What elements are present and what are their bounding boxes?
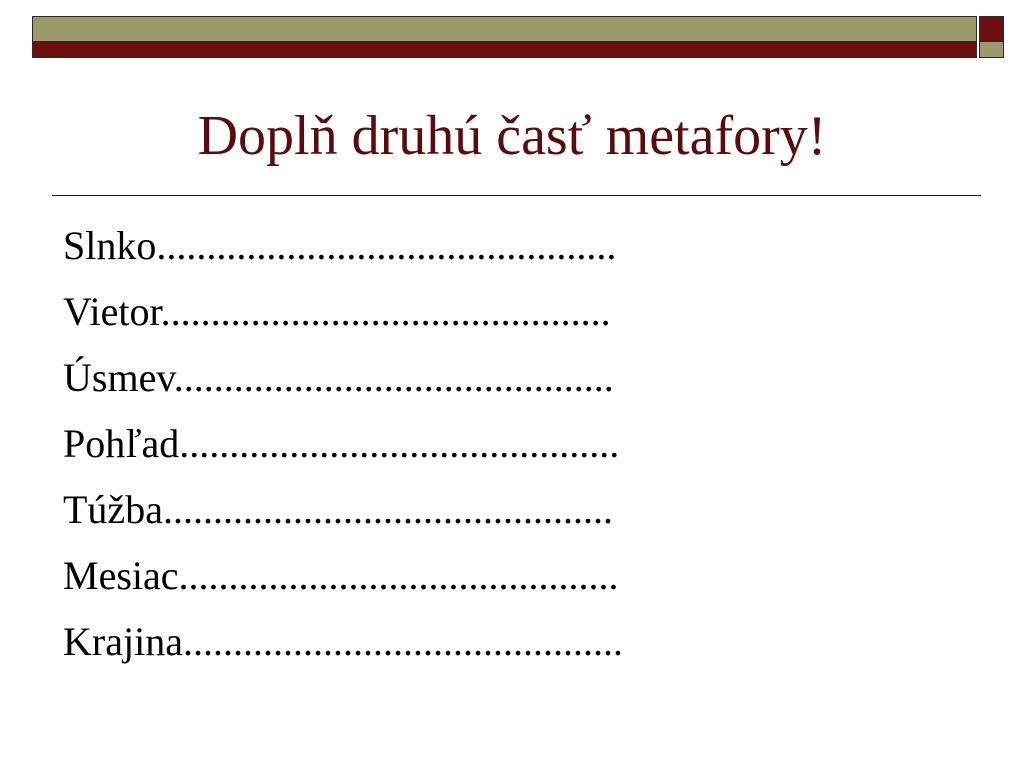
banner-maroon-square (979, 16, 1004, 42)
list-item: Krajina............................................ (63, 619, 623, 664)
top-banner (32, 16, 1004, 59)
list-item: Úsmev............................................ (63, 355, 614, 400)
title-divider (52, 195, 981, 196)
list-item: Vietor............................................. (63, 289, 611, 334)
banner-olive-square (979, 42, 1004, 58)
banner-maroon-bar (32, 42, 977, 58)
list-item: Pohľad............................................ (63, 421, 620, 466)
list-item: Slnko.............................................. (63, 223, 617, 268)
metaphor-list (63, 213, 623, 675)
slide-title (0, 105, 1024, 167)
list-item: Mesiac............................................ (63, 553, 619, 598)
list-item: Túžba............................................. (63, 487, 613, 532)
banner-olive-bar (32, 16, 977, 42)
slide-title-text: Doplň druhú časť metafory! (197, 105, 827, 167)
